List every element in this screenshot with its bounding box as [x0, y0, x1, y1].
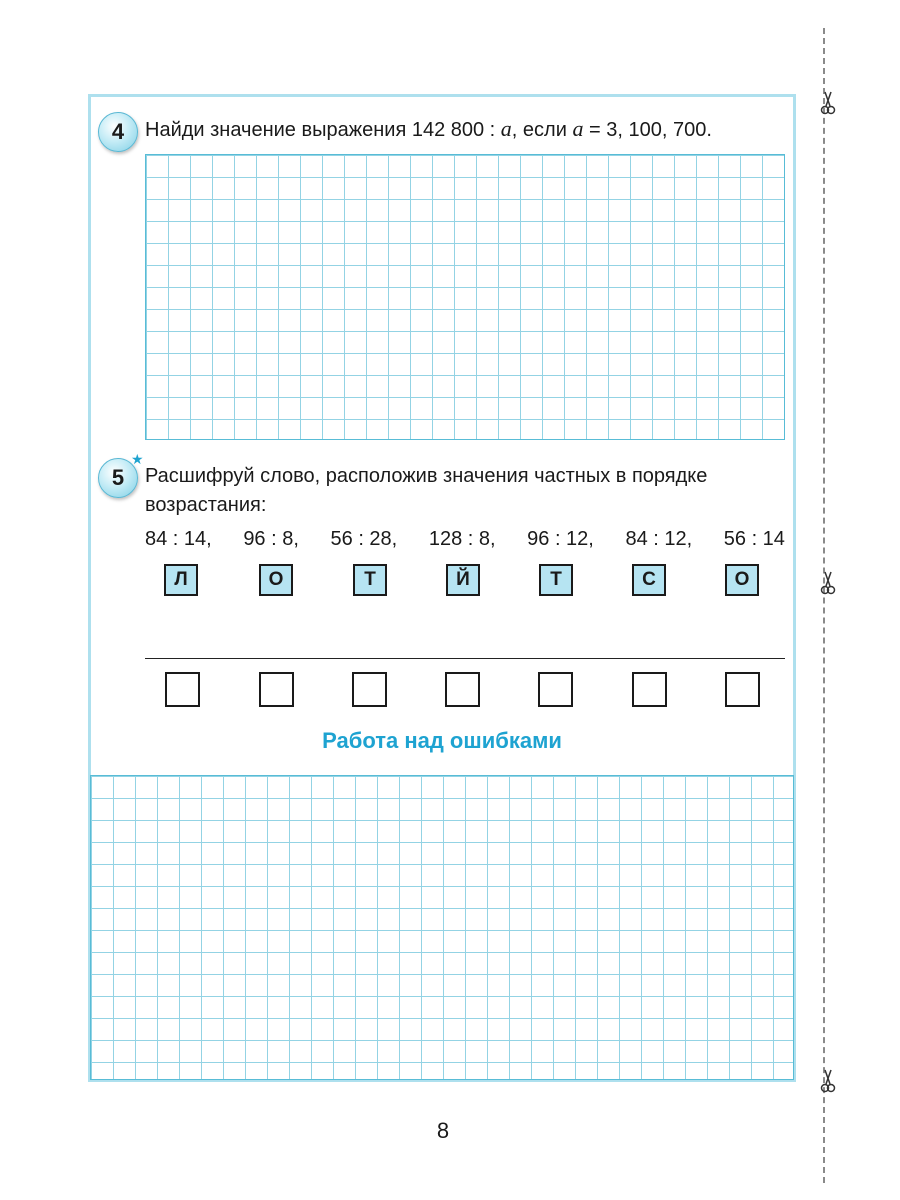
- expression: 96 : 8,: [243, 528, 299, 550]
- scissors-icon: [818, 1068, 838, 1094]
- task-5-expression-list: [145, 528, 785, 551]
- answer-line[interactable]: [145, 658, 785, 659]
- task-5-prompt-line-1: Расшифруй слово, расположив значения частных в порядке: [145, 465, 708, 487]
- expression: 56 : 28,: [330, 528, 398, 550]
- scissors-icon: [818, 570, 838, 596]
- letter-box: О: [259, 564, 293, 596]
- answer-box[interactable]: [632, 672, 667, 707]
- expression: 84 : 14,: [145, 528, 212, 550]
- answer-box[interactable]: [538, 672, 573, 707]
- task-4-text-middle: , если: [511, 119, 573, 141]
- task-4-text-before: Найди значение выражения 142 800 :: [145, 119, 501, 141]
- scissors-icon: [818, 90, 838, 116]
- expression: 128 : 8,: [428, 528, 496, 550]
- task-4-text-after: = 3, 100, 700.: [583, 119, 712, 141]
- letter-box: О: [725, 564, 759, 596]
- error-work-grid[interactable]: [90, 775, 794, 1080]
- letter-box: Т: [353, 564, 387, 596]
- task-4-variable: a: [500, 116, 512, 141]
- task-4-number-badge: [98, 112, 138, 152]
- task-5-prompt: [145, 462, 707, 520]
- letter-box: С: [632, 564, 666, 596]
- section-title: Работа над ошибками: [322, 728, 562, 753]
- task-4-answer-grid[interactable]: [145, 154, 785, 440]
- task-4-variable-2: a: [572, 116, 584, 141]
- page-number: 8: [436, 1118, 450, 1143]
- letter-box: Й: [446, 564, 480, 596]
- task-5-number: 5: [111, 465, 125, 490]
- task-4-prompt: [145, 114, 712, 145]
- cut-line: [823, 28, 825, 1183]
- expression: 84 : 12,: [625, 528, 693, 550]
- answer-box[interactable]: [165, 672, 200, 707]
- expression: 56 : 14: [723, 528, 785, 550]
- expression: 96 : 12,: [527, 528, 594, 550]
- task-5-prompt-line-2: возрастания:: [145, 494, 267, 516]
- star-icon: ★: [131, 451, 144, 467]
- task-4-number: 4: [111, 119, 125, 144]
- answer-box[interactable]: [725, 672, 760, 707]
- letter-box: Т: [539, 564, 573, 596]
- answer-box[interactable]: [352, 672, 387, 707]
- answer-box[interactable]: [445, 672, 480, 707]
- letter-box: Л: [164, 564, 198, 596]
- answer-box[interactable]: [259, 672, 294, 707]
